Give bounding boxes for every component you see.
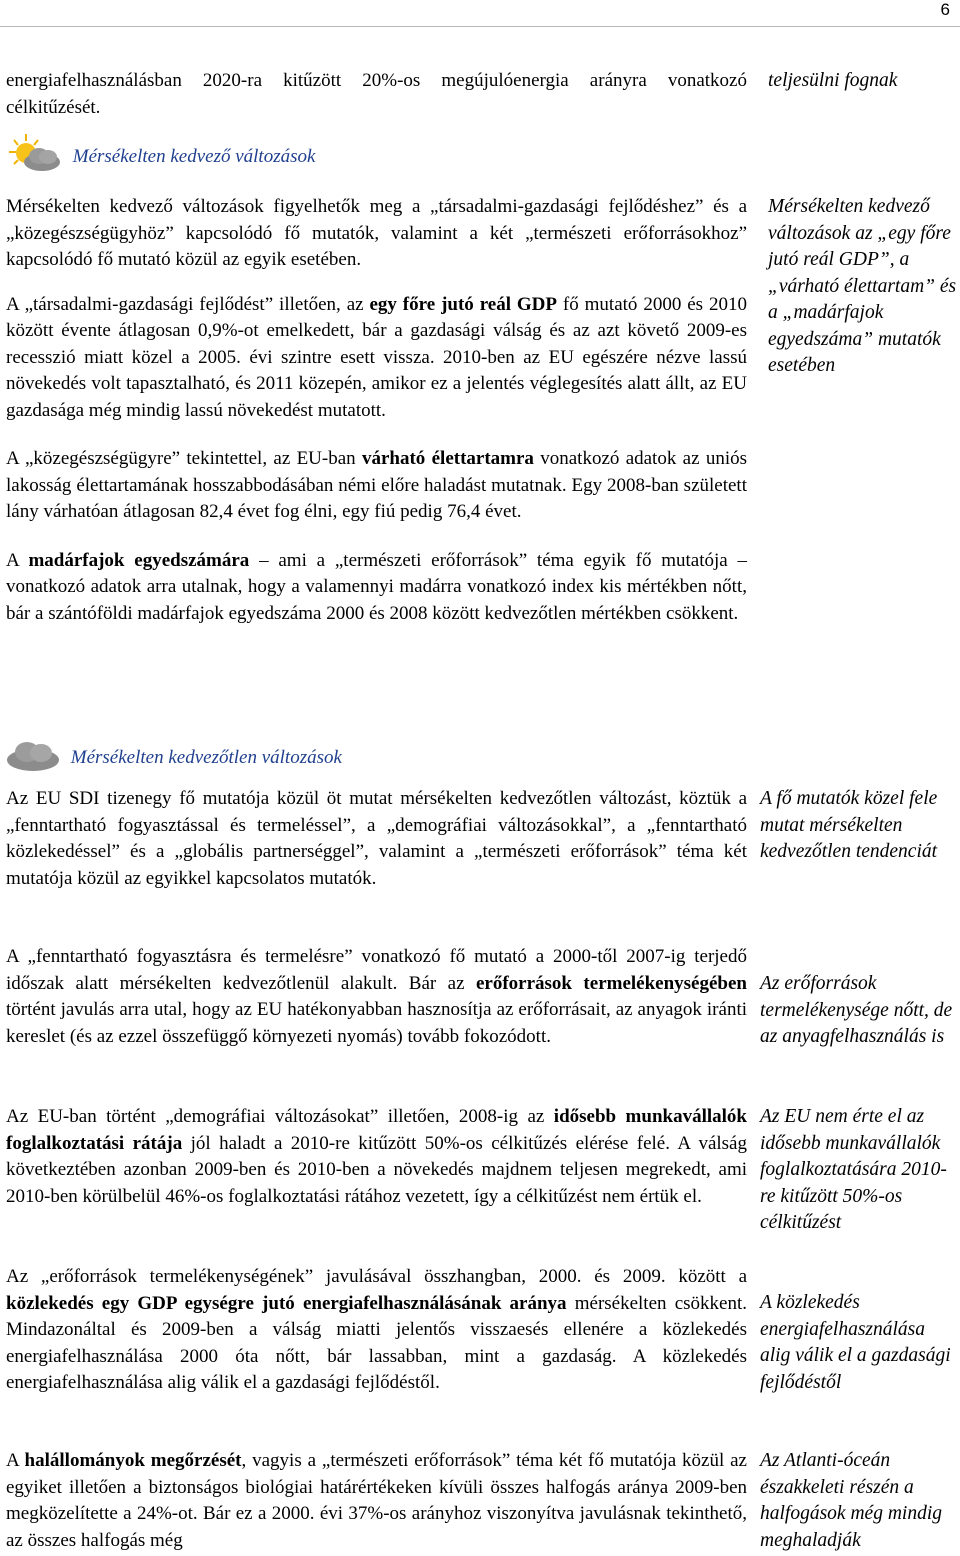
page-number: 6 <box>940 0 950 19</box>
cloud-icon <box>6 738 60 778</box>
section1-body <box>6 194 747 627</box>
paragraph-birds: A madárfajok egyedszámára – ami a „természeti erőforrások” téma egyik fő mutatója – vonatkozó adatok arra utalnak, hogy a valamennyi madárra vonatkozó index kis mértékben nőtt, bár a szántóföldi madárfajok egyedszáma 2000 és 2008 között kedvezőtlen mértékben csökkent. <box>6 549 747 624</box>
margin-note-text: Az EU nem érte el az idősebb munkavállalók foglalkoztatására 2010-re kitűzött 50%-os célkitűzést <box>760 1106 947 1233</box>
section2-p2 <box>6 944 747 1050</box>
paragraph-fish: A halállományok megőrzését, vagyis a „természeti erőforrások” téma két fő mutatója közül az egyiket illetően a biztonságos biológiai határértékeken kívüli összes halfogás aránya 2009-ben megközelítette a 24%-ot. Bár ez a 2000. évi 37%-os arányhoz viszonyítva javulásnak tekinthető, az összes halfogás még <box>6 1450 747 1551</box>
margin-note-2b <box>760 971 958 1051</box>
section-heading-text: Mérsékelten kedvezőtlen változások <box>70 747 342 768</box>
header-rule <box>0 26 960 27</box>
paragraph-transport: Az „erőforrások termelékenységének” javulásával összhangban, 2000. és 2009. között a közlekedés egy GDP egységre jutó energiafelhasználásának aránya mérsékelten csökkent. Mindazonáltal és 2009-ben a válság miatti jelentős visszaesés ellenére a közlekedés energiafelhasználása 2000 óta nőtt, bár lassabban, mint a gazdaság. A közlekedés energiafelhasználása alig válik el a gazdasági fejlődéstől. <box>6 1266 747 1393</box>
paragraph-employment: Az EU-ban történt „demográfiai változásokat” illetően, 2008-ig az idősebb munkavállalók foglalkoztatási rátája jól haladt a 2010-re kitűzött 50%-os célkitűzés elérése felé. A válság következtében azonban 2009-ben és 2010-ben a növekedés majdnem teljesen megrekedt, ami 2010-ben körülbelül 46%-os foglalkoztatási rátához vezetett, így a célkitűzést nem értük el. <box>6 1106 747 1207</box>
margin-note-text: Az Atlanti-óceán északkeleti részén a halfogások még mindig meghaladják <box>760 1450 942 1551</box>
section-heading-text: Mérsékelten kedvező változások <box>72 146 316 167</box>
section-heading-unfavorable <box>6 738 342 778</box>
margin-note-2d <box>760 1290 958 1396</box>
paragraph-resources: A „fenntartható fogyasztásra és termelésre” vonatkozó fő mutató a 2000-től 2007-ig terjedő időszak alatt mérsékelten kedvezőtlenül alakult. Bár az erőforrások termelékenységében történt javulás arra utal, hogy az EU hatékonyabban hasznosítja az erőforrásait, az anyagok iránti kereslet (és az ezzel összefüggő környezeti nyomás) tovább fokozódott. <box>6 946 747 1047</box>
margin-note-text: Az erőforrások termelékenysége nőtt, de az anyagfelhasználás is <box>760 973 953 1047</box>
margin-note-2a <box>760 786 958 866</box>
margin-note-text: Mérsékelten kedvező változások az „egy főre jutó reál GDP”, a „várható élettartam” és a „madárfajok egyedszáma” mutatók esetében <box>768 196 957 376</box>
section-heading-favorable <box>6 132 315 182</box>
margin-note-text: A fő mutatók közel fele mutat mérsékelten kedvezőtlen tendenciát <box>760 788 938 862</box>
top-paragraph <box>6 68 747 121</box>
margin-note-text: A közlekedés energiafelhasználása alig válik el a gazdasági fejlődéstől <box>760 1292 951 1393</box>
paragraph-gdp: A „társadalmi-gazdasági fejlődést” illetően, az egy főre jutó reál GDP fő mutató 2000 és 2010 között évente átlagosan 0,9%-ot emelkedett, bár a gazdasági válság és az azt követő 2009-es recesszió miatt közel a 2005. évi szintre esett vissza. 2010-ben az EU egészére nézve lassú növekedés volt tapasztalható, és 2011 közepén, amikor ez a jelentés véglegesítés alatt állt, az EU gazdasága még mindig lassú növekedést mutatott. <box>6 293 747 421</box>
margin-note-section1 <box>768 194 958 380</box>
sun-cloud-icon <box>6 132 62 182</box>
margin-note-2e <box>760 1448 958 1554</box>
margin-note-2c <box>760 1104 958 1237</box>
margin-note-top <box>768 68 958 95</box>
section2-p4 <box>6 1264 747 1397</box>
paragraph: Mérsékelten kedvező változások figyelhetők meg a „társadalmi-gazdasági fejlődéshez” és a „közegészségügyhöz” kapcsolódó fő mutatók, valamint a két „természeti erőforrásokhoz” kapcsolódó fő mutató közül az egyik esetében. <box>6 196 747 270</box>
section2-p1 <box>6 786 747 892</box>
section2-p3 <box>6 1104 747 1210</box>
margin-note-text: teljesülni fognak <box>768 70 898 91</box>
paragraph-text: energiafelhasználásban 2020-ra kitűzött 20%-os megújulóenergia arányra vonatkozó célkitűzését. <box>6 70 747 118</box>
paragraph: Az EU SDI tizenegy fő mutatója közül öt mutat mérsékelten kedvezőtlen változást, köztük a „fenntartható fogyasztással és termeléssel”, a „demográfiai változásokkal”, a „fenntartható közlekedéssel” és a „globális partnerséggel”, valamint a „természeti erőforrások” téma két mutatója közül az egyikkel kapcsolatos mutatók. <box>6 788 747 889</box>
paragraph-life-expectancy: A „közegészségügyre” tekintettel, az EU-ban várható élettartamra vonatkozó adatok az uniós lakosság élettartamának hosszabbodásában némi előre haladást mutatnak. Egy 2008-ban született lány várhatóan átlagosan 82,4 évet fog élni, egy fiú pedig 76,4 évet. <box>6 448 747 522</box>
section2-p5 <box>6 1448 747 1554</box>
